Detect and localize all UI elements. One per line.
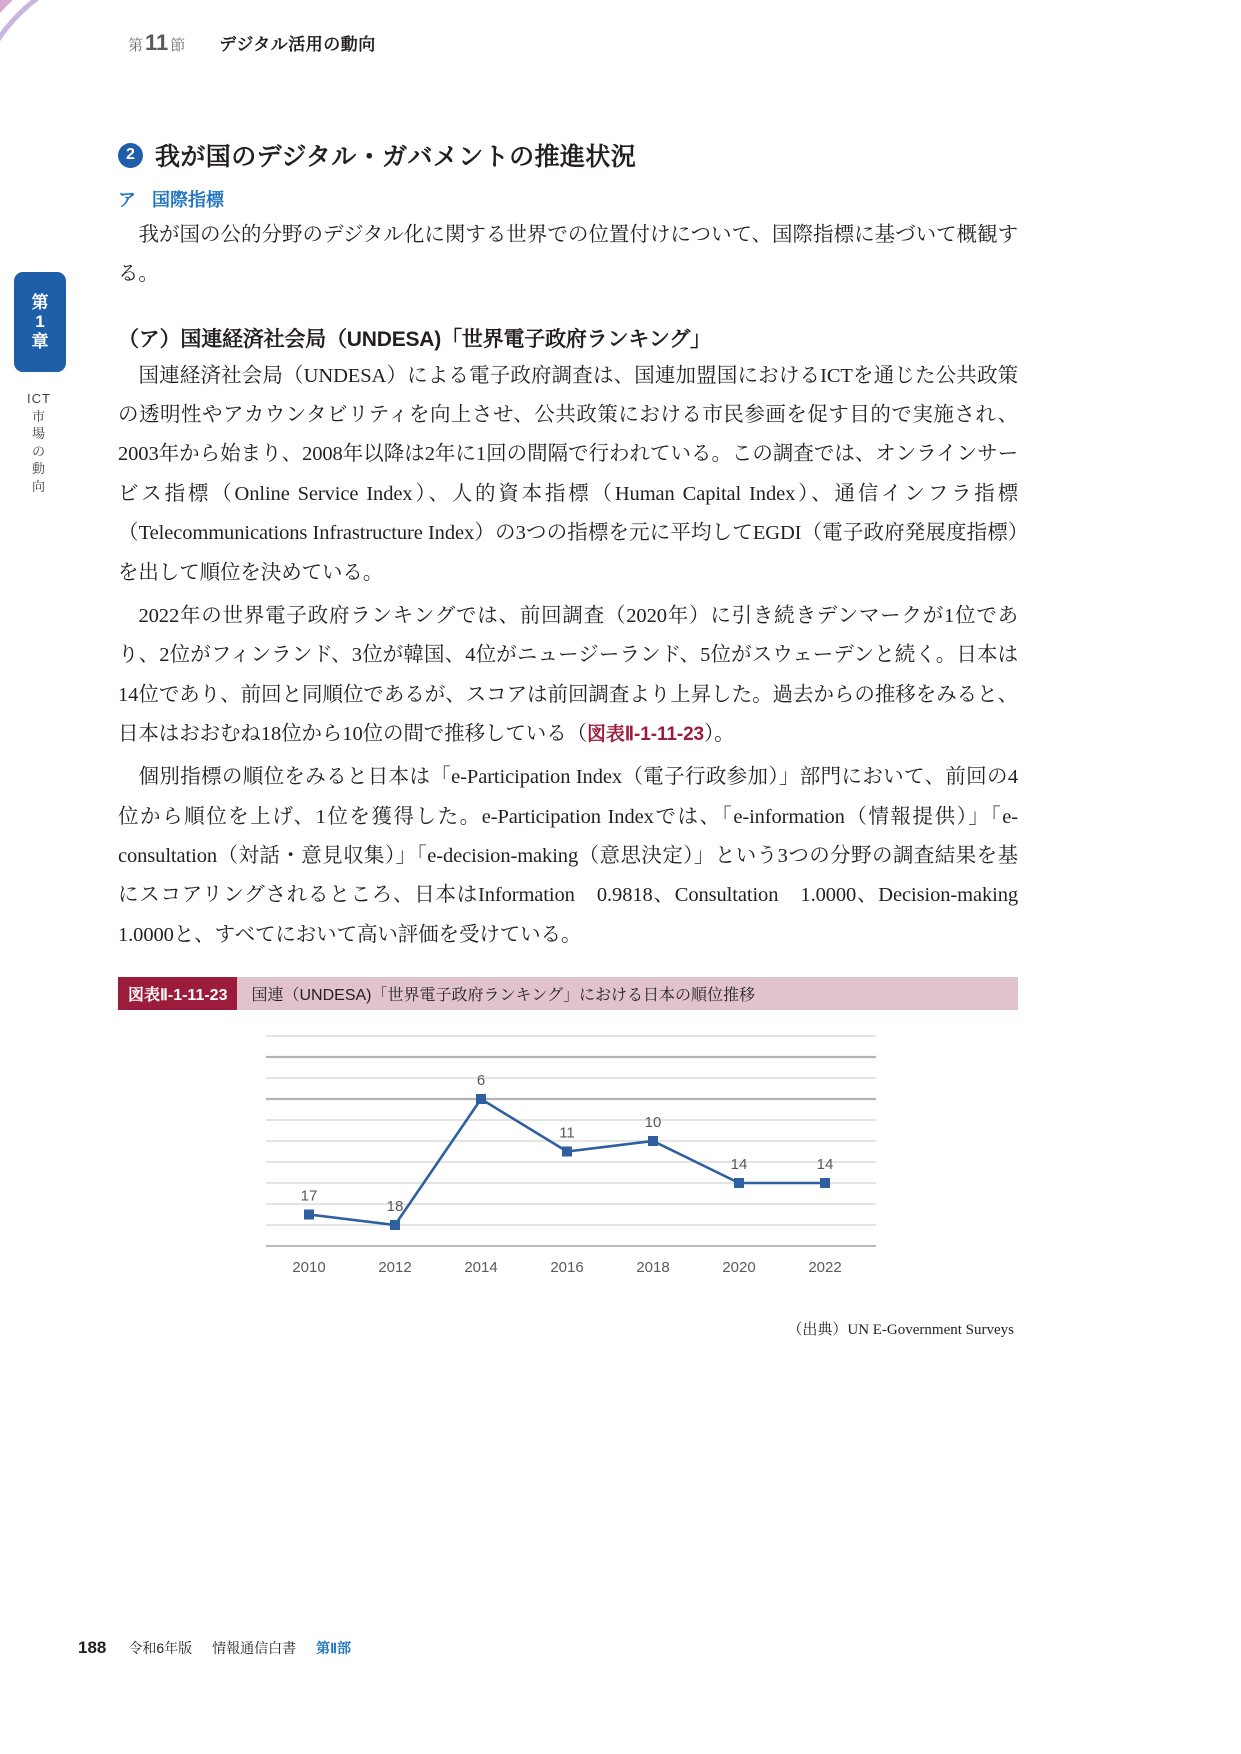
paragraph-3-text-before: 2022年の世界電子政府ランキングでは、前回調査（2020年）に引き続きデンマークが1位であり、2位がフィンランド、3位が韓国、4位がニュージーランド、5位がスウェーデンと続く。日本は14位であり、前回と同順位であるが、スコアは前回調査より上昇した。過去からの推移をみると、日本はおおむね18位から10位の間で推移している（ xyxy=(118,604,1018,745)
x-axis-tick-label: 2020 xyxy=(722,1259,756,1276)
data-point-label: 10 xyxy=(644,1114,662,1131)
section-heading-4: （ア）国連経済社会局（UNDESA)「世界電子政府ランキング」 xyxy=(118,327,711,351)
chapter-vertical-text: ICT市場の動向 xyxy=(27,391,51,494)
figure-tag: 図表Ⅱ-1-11-23 xyxy=(118,977,237,1010)
chapter-vertical-label xyxy=(26,390,52,495)
paragraph-2: 国連経済社会局（UNDESA）による電子政府調査は、国連加盟国におけるICTを通じた公共政策の透明性やアカウンタビリティを向上させ、公共政策における市民参画を促す目的で実施され、2003年から始まり、2008年以降は2年に1回の間隔で行われている。この調査では、オンラインサービス指標（Online Service Index）、人的資本指標（Human Capital Index）、通信インフラ指標（Telecommunications Infrastructure Index）の3つの指標を元に平均してEGDI（電子政府発展度指標）を出して順位を決めている。 xyxy=(118,364,1018,584)
footer-title: 情報通信白書 xyxy=(212,1640,297,1656)
footer-part: 第Ⅱ部 xyxy=(316,1640,352,1656)
figure-caption-bar xyxy=(118,977,1018,1010)
ranking-line-chart xyxy=(118,1024,1018,1314)
section-suffix: 節 xyxy=(170,37,186,54)
main-column xyxy=(118,0,1039,955)
figure-caption-text: 国連（UNDESA)「世界電子政府ランキング」における日本の順位推移 xyxy=(251,987,756,1004)
chapter-tab xyxy=(14,272,66,372)
chart-area xyxy=(118,1024,1018,1314)
data-point-marker xyxy=(476,1094,486,1104)
paragraph-4: 個別指標の順位をみると日本は「e-Participation Index（電子行政参加）」部門において、前回の4位から順位を上げ、1位を獲得した。e-Participation Indexでは、「e-information（情報提供）」「e-consultation（対話・意見収集）」「e-decision-making（意思決定）」という3つの分野の調査結果を基にスコアリングされるところ、日本はInformation 0.9818、Consultation 1.0000、Decision-making 1.0000と、すべてにおいて高い評価を受けている。 xyxy=(118,766,1039,946)
section-heading-3 xyxy=(118,186,1018,212)
data-point-marker xyxy=(562,1147,572,1157)
x-axis-tick-label: 2012 xyxy=(378,1259,412,1276)
x-axis-tick-label: 2022 xyxy=(808,1259,842,1276)
figure-reference-link[interactable]: 図表Ⅱ-1-11-23 xyxy=(587,723,705,745)
section-heading-2-text: 我が国のデジタル・ガバメントの推進状況 xyxy=(155,143,637,171)
paragraph-3-text-after: ）。 xyxy=(704,722,735,745)
section-number-badge: 2 xyxy=(118,143,143,168)
section-title: デジタル活用の動向 xyxy=(219,35,376,54)
section-heading-3-text: 国際指標 xyxy=(152,190,224,210)
data-point-marker xyxy=(304,1210,314,1220)
data-point-label: 17 xyxy=(300,1187,318,1205)
data-point-marker xyxy=(734,1178,744,1188)
x-axis-tick-label: 2014 xyxy=(464,1259,498,1276)
x-axis-tick-label: 2010 xyxy=(292,1259,326,1276)
section-heading-3-mark: ア xyxy=(118,190,136,210)
footer-edition: 令和6年版 xyxy=(128,1640,193,1656)
data-point-label: 14 xyxy=(816,1156,834,1173)
section-number: 11 xyxy=(145,30,169,55)
data-point-label: 11 xyxy=(559,1124,575,1142)
data-point-label: 6 xyxy=(476,1072,486,1089)
x-axis-tick-label: 2018 xyxy=(636,1259,670,1276)
data-point-marker xyxy=(390,1220,400,1230)
data-point-label: 18 xyxy=(386,1198,404,1215)
chapter-tab-line1: 第 xyxy=(31,293,49,313)
paragraph-1: 我が国の公的分野のデジタル化に関する世界での位置付けについて、国際指標に基づいて概観する。 xyxy=(118,224,1018,286)
figure-source-note: （出典）UN E-Government Surveys xyxy=(787,1322,1014,1338)
data-point-marker xyxy=(648,1136,658,1146)
chapter-tab-line2: 1 xyxy=(35,312,45,332)
paragraph-3 xyxy=(118,597,1018,754)
x-axis-tick-label: 2016 xyxy=(550,1259,584,1276)
figure-block xyxy=(118,977,1018,1339)
section-heading-2 xyxy=(118,137,1018,173)
section-prefix: 第 xyxy=(128,37,144,54)
data-point-label: 14 xyxy=(730,1156,748,1173)
data-point-marker xyxy=(820,1178,830,1188)
page-footer xyxy=(78,1638,351,1658)
chapter-tab-line3: 章 xyxy=(31,331,49,351)
page-number: 188 xyxy=(78,1638,107,1657)
